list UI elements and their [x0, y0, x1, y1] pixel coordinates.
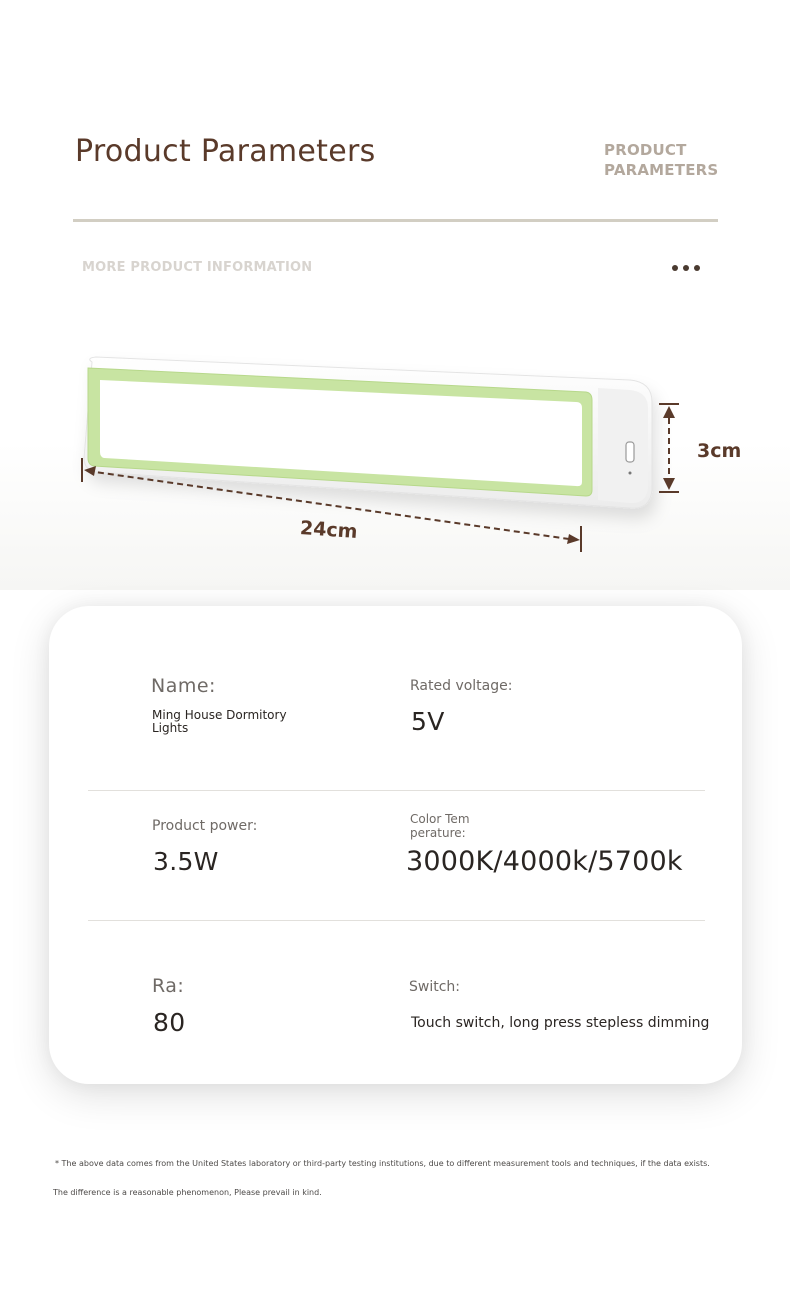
footnote-line-2: The difference is a reasonable phenomenon, Please prevail in kind.: [53, 1188, 322, 1197]
color-temp-value: 3000K/4000k/5700k: [406, 846, 683, 877]
row-divider-1: [88, 790, 705, 791]
name-value: Ming House Dormitory Lights: [152, 708, 287, 735]
usb-port-icon: [626, 442, 634, 462]
header-divider: [73, 219, 718, 222]
height-dimension-label: 3cm: [697, 440, 742, 462]
title-en-line1: PRODUCT: [604, 141, 687, 159]
name-label: Name:: [151, 675, 216, 697]
row-divider-2: [88, 920, 705, 921]
power-value: 3.5W: [153, 847, 219, 876]
switch-label: Switch:: [409, 979, 461, 995]
footnote-line-1: * The above data comes from the United States laboratory or third-party testing institutions, due to different measurement tools and techniques, if the data exists.: [55, 1159, 710, 1168]
voltage-label: Rated voltage:: [410, 678, 513, 694]
page-title: Product Parameters: [75, 134, 376, 169]
width-dimension-label: 24cm: [299, 517, 359, 543]
color-temp-label: Color Tem perature:: [410, 812, 470, 840]
more-dots-icon: [672, 256, 712, 268]
ra-label: Ra:: [152, 975, 185, 997]
ra-value: 80: [153, 1008, 186, 1037]
switch-value: Touch switch, long press stepless dimming: [411, 1015, 710, 1031]
lamp-end-cap: [598, 388, 648, 503]
title-en-line2: PARAMETERS: [604, 161, 719, 179]
page-title-english: [604, 140, 724, 180]
lamp-illustration: [70, 340, 760, 570]
power-label: Product power:: [152, 818, 258, 834]
more-info-label: MORE PRODUCT INFORMATION: [82, 260, 313, 275]
voltage-value: 5V: [411, 707, 445, 736]
